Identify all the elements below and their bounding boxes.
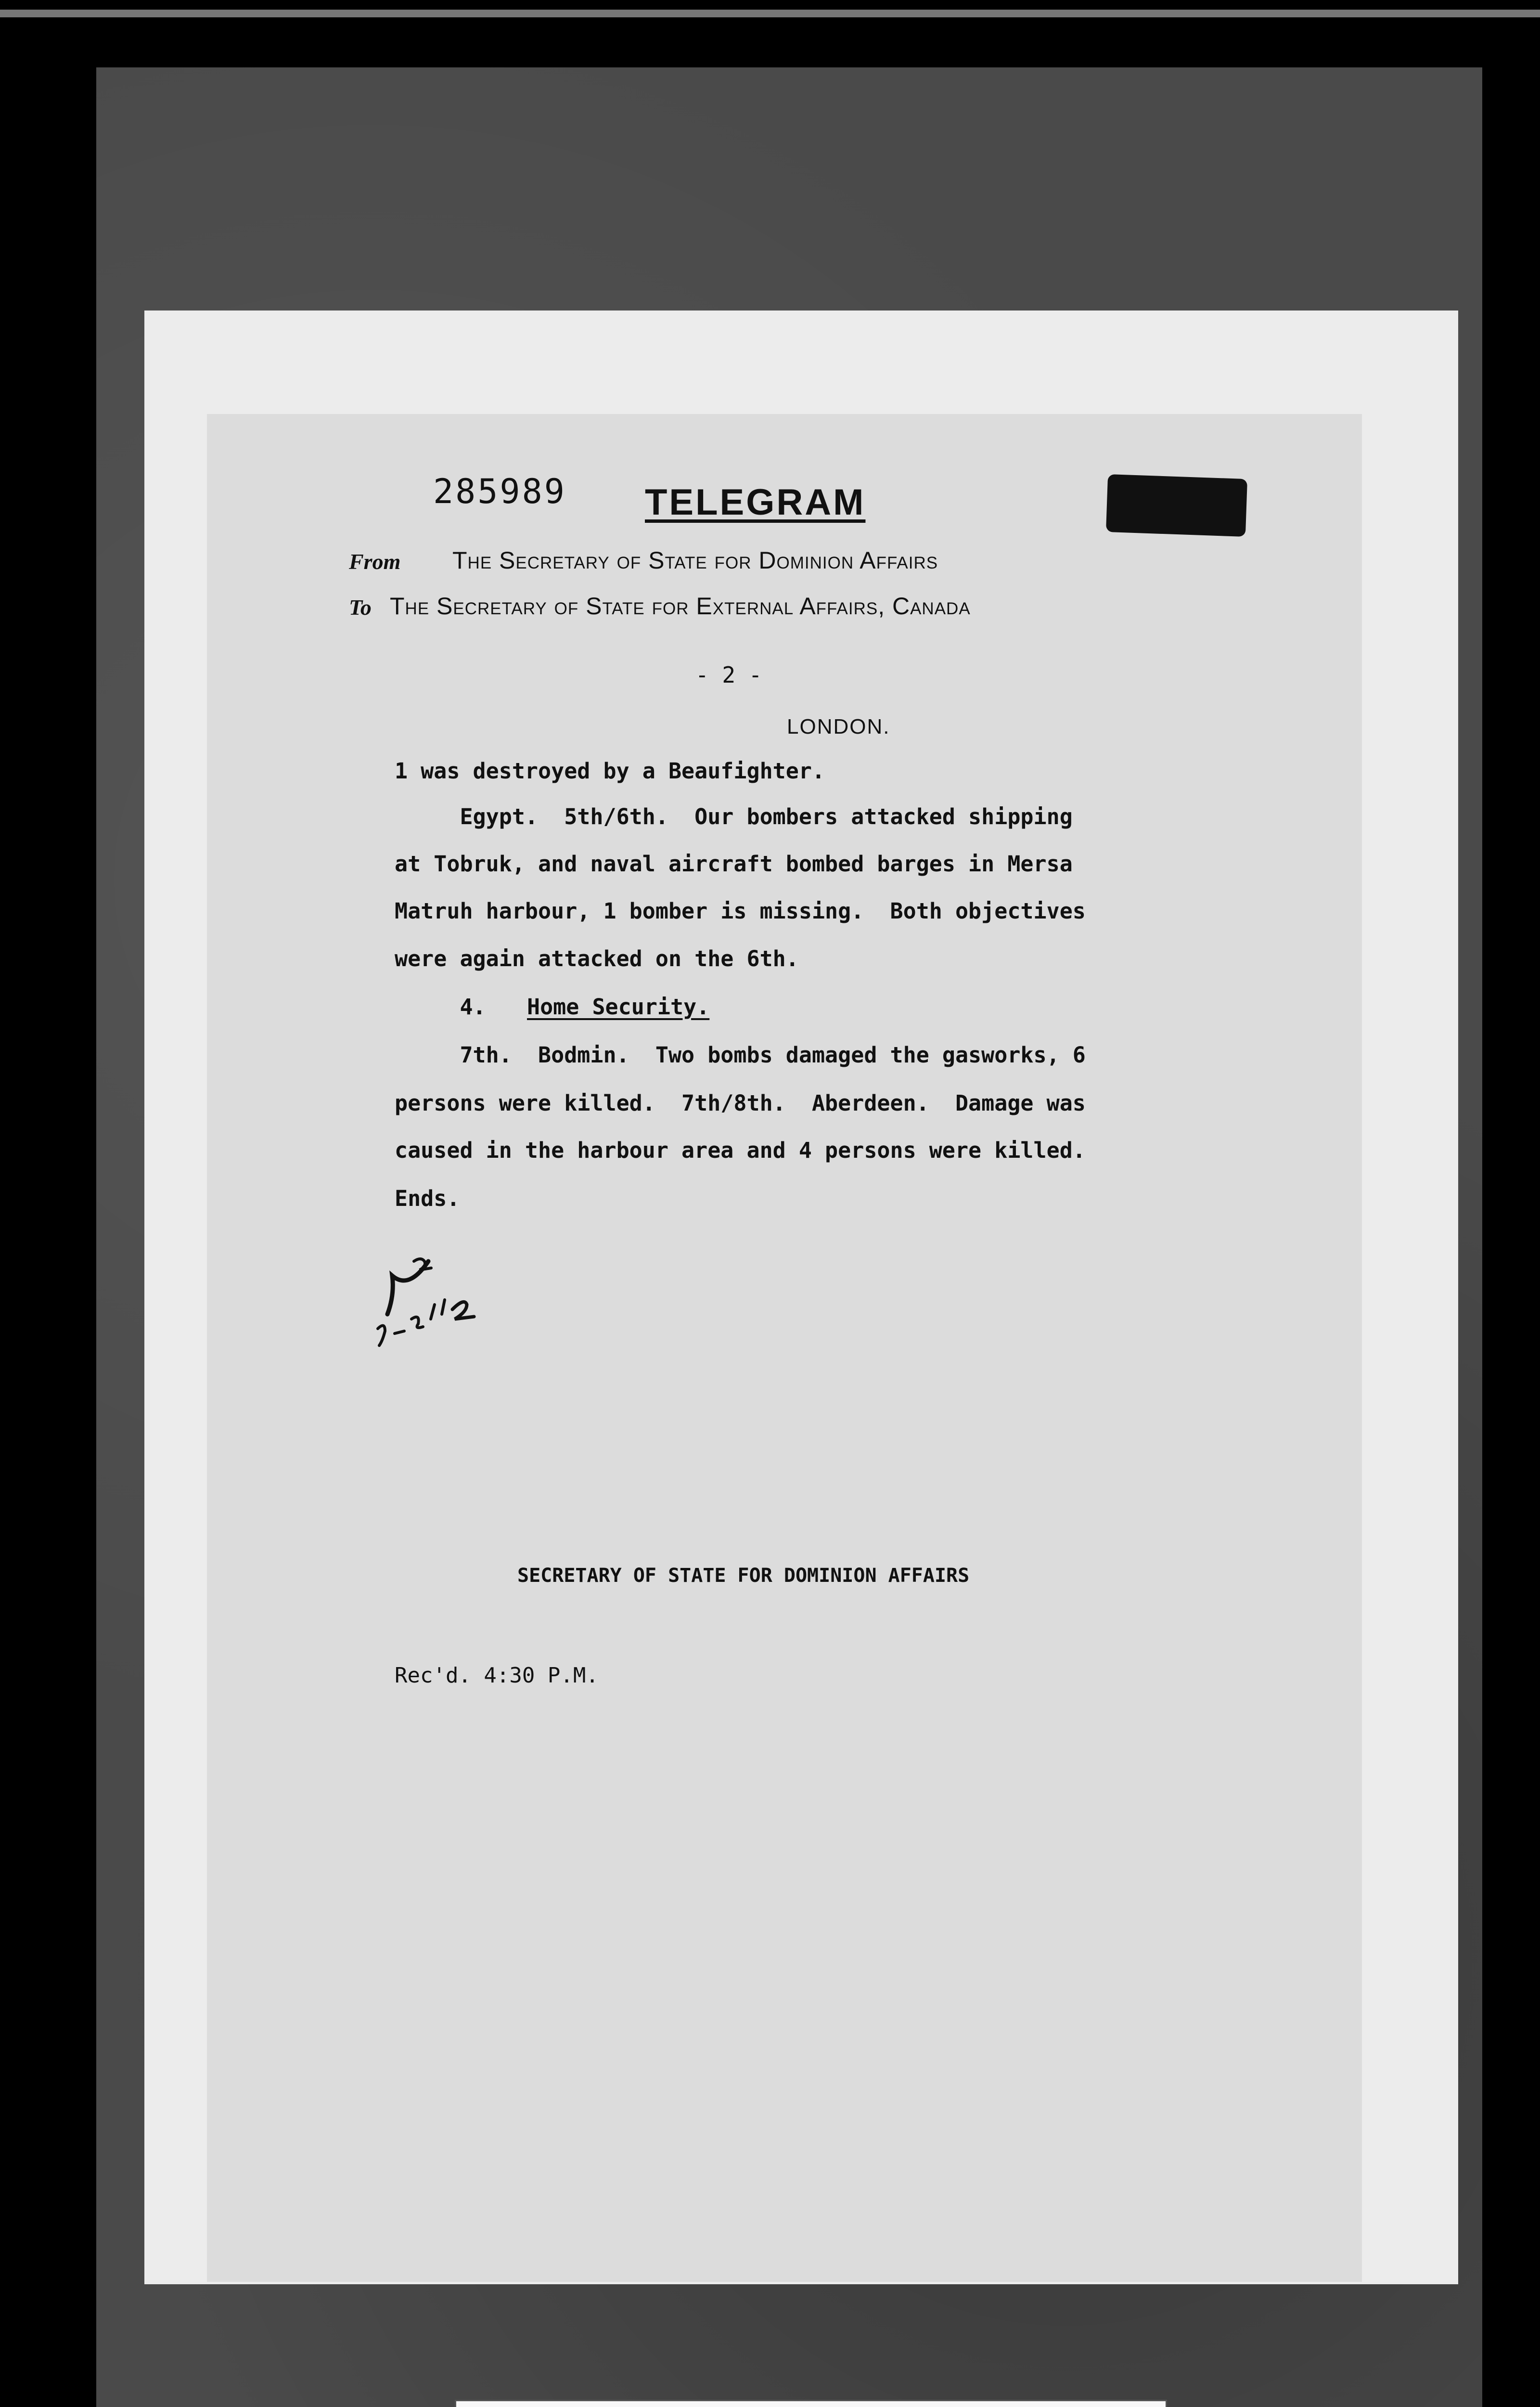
body-line: Egypt. 5th/6th. Our bombers attacked shipping <box>395 804 1073 829</box>
place-of-origin: LONDON. <box>787 715 890 738</box>
section-number: 4. <box>395 994 486 1020</box>
body-line: were again attacked on the 6th. <box>395 946 799 971</box>
sender: The Secretary of State for Dominion Affairs <box>452 547 938 574</box>
body-line: Ends. <box>395 1186 460 1211</box>
body-line: Matruh harbour, 1 bomber is missing. Both objectives <box>395 898 1086 924</box>
from-label: From <box>349 549 401 574</box>
section-heading: Home Security. <box>527 994 710 1020</box>
scan-border <box>0 10 1540 17</box>
citation-line <box>463 2403 1159 2407</box>
redaction-mark <box>1106 474 1247 537</box>
document-title: TELEGRAM <box>645 482 866 523</box>
to-label: To <box>349 595 372 620</box>
handwritten-initials <box>375 1247 529 1362</box>
signature-line: SECRETARY OF STATE FOR DOMINION AFFAIRS <box>517 1565 970 1587</box>
body-line: persons were killed. 7th/8th. Aberdeen. Damage was <box>395 1090 1086 1116</box>
received-time: Rec'd. 4:30 P.M. <box>395 1663 599 1688</box>
body-line: at Tobruk, and naval aircraft bombed barges in Mersa <box>395 851 1073 877</box>
citation-label <box>455 2400 1167 2407</box>
document-number: 285989 <box>433 472 566 511</box>
sheet-number: - 2 - <box>695 662 762 688</box>
recipient: The Secretary of State for External Affairs, Canada <box>390 593 971 620</box>
body-line: 7th. Bodmin. Two bombs damaged the gasworks, 6 <box>395 1042 1086 1068</box>
body-line: caused in the harbour area and 4 persons were killed. <box>395 1138 1086 1163</box>
body-line: 1 was destroyed by a Beaufighter. <box>395 758 825 784</box>
